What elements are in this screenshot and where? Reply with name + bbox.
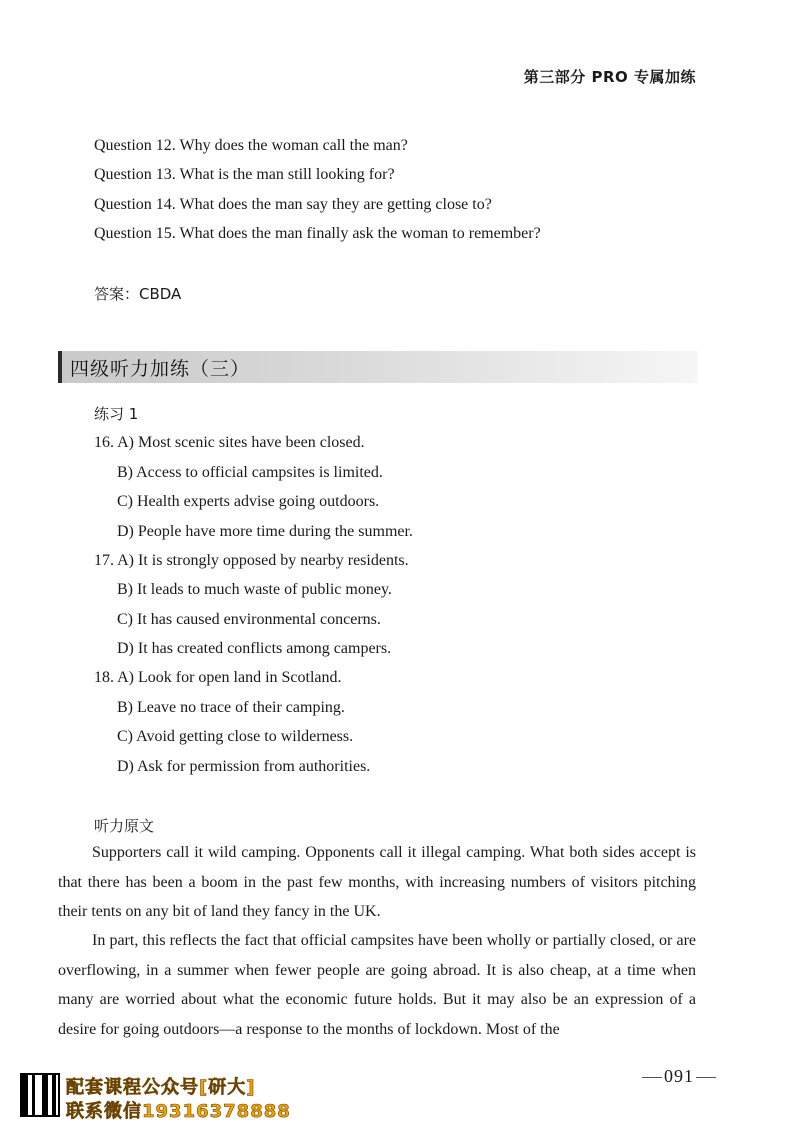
watermark-line-1: 配套课程公众号[研大] <box>66 1077 256 1098</box>
item-17-option-d: D) It has created conflicts among campers. <box>117 640 392 657</box>
transcript-paragraph-1: Supporters call it wild camping. Opponents call it illegal camping. What both sides accept is that there has been a boom in the past few months, with increasing numbers of visitors pitching their tents on any bit of land they fancy in the UK. <box>58 844 696 920</box>
item-number: 18. A) <box>94 669 134 686</box>
page-header: 第三部分 PRO 专属加练 <box>523 68 696 86</box>
option-text: It is strongly opposed by nearby residents. <box>138 552 409 569</box>
section-title: 四级听力加练（三） <box>70 358 251 380</box>
item-17-option-b: B) It leads to much waste of public money. <box>117 581 392 598</box>
item-number: 17. A) <box>94 552 134 569</box>
question-13: Question 13. What is the man still looking for? <box>94 166 395 183</box>
question-12: Question 12. Why does the woman call the man? <box>94 137 408 154</box>
item-18-option-d: D) Ask for permission from authorities. <box>117 758 371 775</box>
item-16-option-b: B) Access to official campsites is limited. <box>117 464 383 481</box>
exercise-label: 练习 1 <box>94 405 139 423</box>
item-16-option-a <box>94 433 365 453</box>
item-17-option-c: C) It has caused environmental concerns. <box>117 611 381 628</box>
answer-key: 答案：CBDA <box>94 285 182 303</box>
question-14: Question 14. What does the man say they are getting close to? <box>94 196 492 213</box>
transcript-label: 听力原文 <box>94 817 155 835</box>
section-heading-bar <box>58 351 698 383</box>
option-text: Look for open land in Scotland. <box>138 669 342 686</box>
watermark-line-2: 联系微信19316378888 <box>66 1101 291 1122</box>
item-18-option-a <box>94 668 342 688</box>
item-number: 16. A) <box>94 434 134 451</box>
item-18-option-b: B) Leave no trace of their camping. <box>117 699 345 716</box>
qr-code-icon <box>20 1073 60 1117</box>
option-text: Most scenic sites have been closed. <box>138 434 365 451</box>
transcript-paragraph-2: In part, this reflects the fact that official campsites have been wholly or partially closed, or are overflowing, in a summer when fewer people are going abroad. It is also cheap, at a time when many are worried about what the economic future holds. But it may also be an expression of a desire for going outdoors—a response to the months of lockdown. Most of the <box>58 932 696 1038</box>
item-17-option-a <box>94 551 409 571</box>
question-15: Question 15. What does the man finally ask the woman to remember? <box>94 225 541 242</box>
item-16-option-d: D) People have more time during the summer. <box>117 523 413 540</box>
page-number: 091 <box>640 1066 718 1087</box>
item-16-option-c: C) Health experts advise going outdoors. <box>117 493 380 510</box>
item-18-option-c: C) Avoid getting close to wilderness. <box>117 728 354 745</box>
